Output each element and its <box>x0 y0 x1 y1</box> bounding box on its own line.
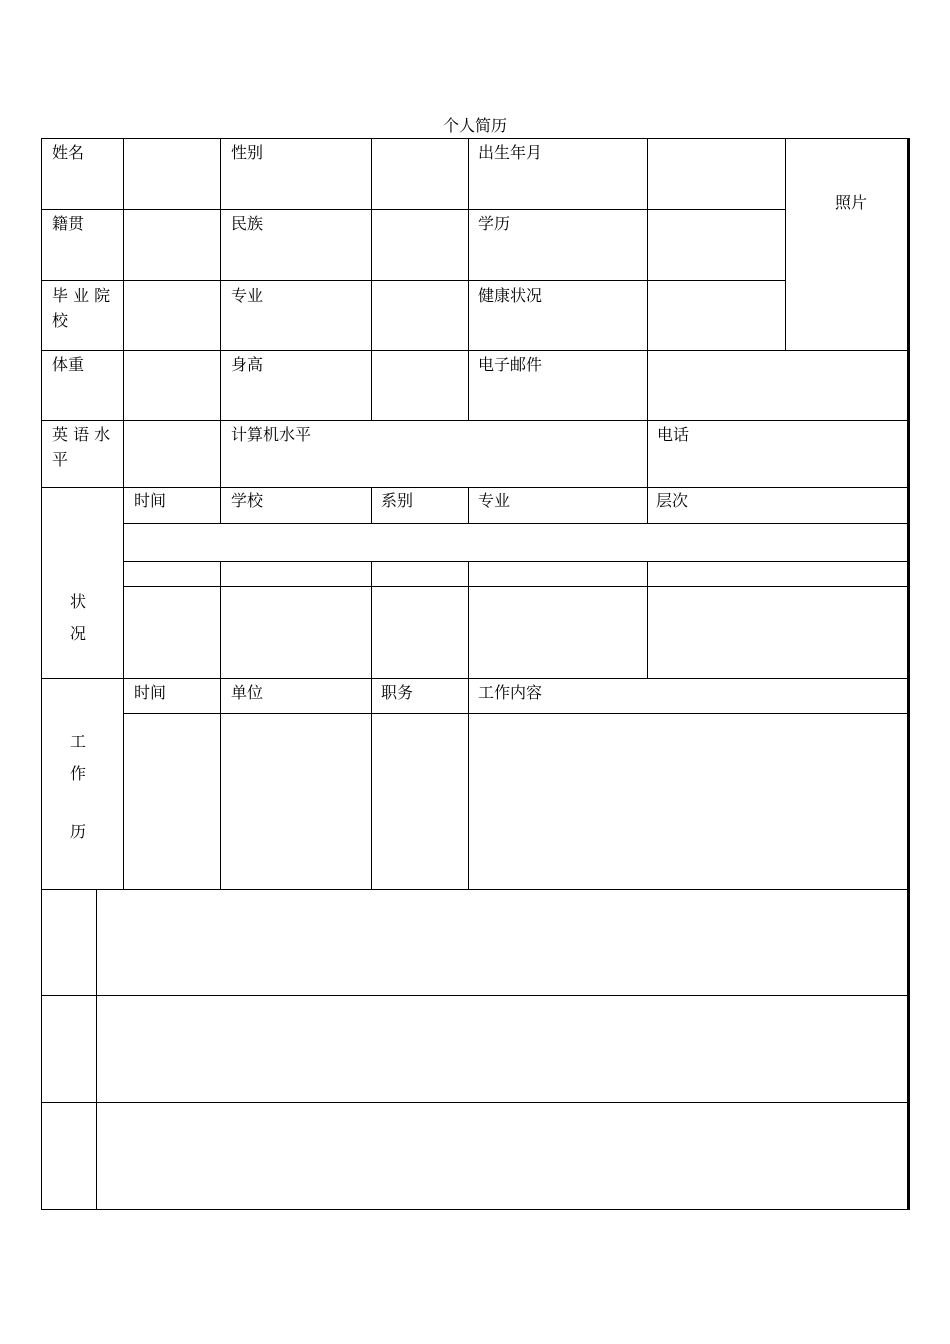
grid-line <box>41 487 909 488</box>
major-input[interactable] <box>372 281 468 350</box>
ethnicity-input[interactable] <box>372 210 468 280</box>
birth-label: 出生年月 <box>478 143 543 162</box>
education-side-char-2: 况 <box>70 624 87 643</box>
ethnicity-label: 民族 <box>231 214 264 233</box>
education-input[interactable] <box>648 210 785 280</box>
height-input[interactable] <box>372 351 468 420</box>
health-label: 健康状况 <box>478 286 543 305</box>
work-header-position: 职务 <box>381 683 414 702</box>
phone-label: 电话 <box>657 425 690 444</box>
education-side-char-1: 状 <box>70 592 87 611</box>
gender-label: 性别 <box>231 143 264 162</box>
computer-input[interactable] <box>372 421 647 487</box>
native-place-label: 籍贯 <box>52 214 85 233</box>
grid-line <box>220 487 221 523</box>
work-side-char-3: 历 <box>70 822 87 841</box>
school-label-line2: 校 <box>52 311 69 330</box>
photo-label: 照片 <box>835 193 868 212</box>
education-header-department: 系别 <box>381 491 414 510</box>
grid-line <box>41 678 909 679</box>
grid-line <box>468 487 469 523</box>
birth-input[interactable] <box>648 139 785 209</box>
grid-line <box>647 487 648 523</box>
education-label: 学历 <box>478 214 511 233</box>
extra-row-3-input[interactable] <box>97 1103 907 1209</box>
english-input[interactable] <box>124 421 220 487</box>
work-header-time: 时间 <box>134 683 167 702</box>
grid-line <box>907 138 910 1210</box>
grid-line <box>123 561 909 562</box>
extra-row-2-input[interactable] <box>97 996 907 1102</box>
name-label: 姓名 <box>52 143 85 162</box>
name-input[interactable] <box>124 139 220 209</box>
work-header-company: 单位 <box>231 683 264 702</box>
grid-line <box>371 487 372 523</box>
email-input[interactable] <box>648 351 907 420</box>
extra-row-1-input[interactable] <box>97 890 907 995</box>
photo-box[interactable] <box>786 139 907 350</box>
gender-input[interactable] <box>372 139 468 209</box>
education-header-major: 专业 <box>478 491 511 510</box>
education-header-level: 层次 <box>656 491 689 510</box>
weight-label: 体重 <box>52 355 85 374</box>
work-detail-input[interactable] <box>124 714 907 889</box>
grid-line <box>41 138 42 1210</box>
grid-line <box>41 1209 909 1210</box>
health-input[interactable] <box>648 281 785 350</box>
work-side-char-2: 作 <box>70 764 87 783</box>
english-label-line1: 英 语 水 <box>52 425 111 444</box>
education-header-time: 时间 <box>134 491 167 510</box>
school-label-line1: 毕 业 院 <box>52 286 111 305</box>
education-detail-input[interactable] <box>124 587 907 678</box>
work-side-char-1: 工 <box>70 732 87 751</box>
grid-line <box>468 138 469 420</box>
english-label-line2: 平 <box>52 450 69 469</box>
email-label: 电子邮件 <box>478 355 543 374</box>
education-row-input[interactable] <box>124 524 907 561</box>
grid-line <box>220 138 221 487</box>
school-input[interactable] <box>124 281 220 350</box>
education-header-school: 学校 <box>231 491 264 510</box>
computer-label: 计算机水平 <box>231 425 312 444</box>
page-title: 个人简历 <box>442 116 507 135</box>
major-label: 专业 <box>231 286 264 305</box>
height-label: 身高 <box>231 355 264 374</box>
native-place-input[interactable] <box>124 210 220 280</box>
weight-input[interactable] <box>124 351 220 420</box>
work-header-content: 工作内容 <box>478 683 543 702</box>
